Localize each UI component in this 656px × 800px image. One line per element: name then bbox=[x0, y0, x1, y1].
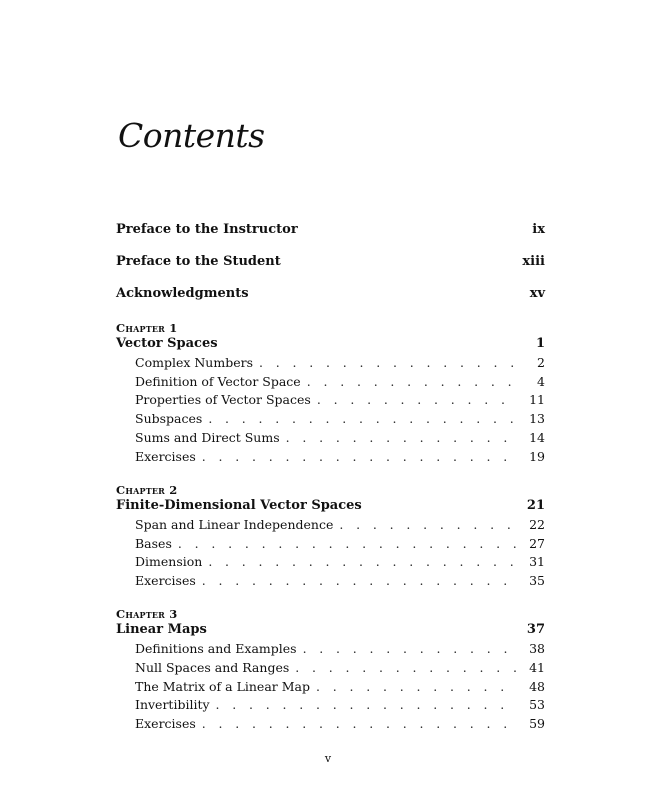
section-title: Definitions and Examples bbox=[135, 641, 297, 656]
chapter-label: Chapter 1 bbox=[116, 321, 178, 335]
section-page: 41 bbox=[529, 660, 545, 675]
toc-section-entry[interactable] bbox=[135, 536, 545, 552]
section-page: 11 bbox=[529, 392, 545, 407]
section-title: Subspaces bbox=[135, 411, 203, 426]
dot-leader bbox=[317, 392, 517, 408]
toc-section-entry[interactable] bbox=[135, 660, 545, 676]
section-page: 14 bbox=[529, 430, 545, 445]
dot-leader bbox=[339, 517, 517, 533]
dot-leader bbox=[307, 374, 517, 390]
section-page: 31 bbox=[529, 554, 545, 569]
section-page: 27 bbox=[529, 536, 545, 551]
section-page: 4 bbox=[537, 374, 545, 389]
chapter-label: Chapter 3 bbox=[116, 607, 178, 621]
section-title: Exercises bbox=[135, 716, 196, 731]
toc-section-entry[interactable] bbox=[135, 392, 545, 408]
toc-section-entry[interactable] bbox=[135, 641, 545, 657]
dot-leader bbox=[295, 660, 517, 676]
section-page: 53 bbox=[529, 697, 545, 712]
chapter-title: Linear Maps bbox=[116, 622, 207, 637]
entry-title: Acknowledgments bbox=[116, 286, 249, 301]
chapter-title-entry[interactable] bbox=[116, 498, 545, 514]
dot-leader bbox=[178, 536, 517, 552]
page-title: Contents bbox=[118, 116, 265, 155]
section-title: Complex Numbers bbox=[135, 355, 253, 370]
toc-section-entry[interactable] bbox=[135, 679, 545, 695]
toc-section-entry[interactable] bbox=[135, 449, 545, 465]
entry-page: xiii bbox=[522, 254, 545, 269]
dot-leader bbox=[216, 697, 517, 713]
toc-entry-acknowledgments[interactable] bbox=[116, 286, 545, 302]
toc-section-entry[interactable] bbox=[135, 430, 545, 446]
section-title: Null Spaces and Ranges bbox=[135, 660, 290, 675]
toc-section-entry[interactable] bbox=[135, 573, 545, 589]
section-title: The Matrix of a Linear Map bbox=[135, 679, 310, 694]
entry-title: Preface to the Student bbox=[116, 254, 281, 269]
dot-leader bbox=[208, 554, 517, 570]
entry-page: xv bbox=[529, 286, 545, 301]
chapter-title: Vector Spaces bbox=[116, 336, 218, 351]
section-title: Exercises bbox=[135, 573, 196, 588]
section-page: 22 bbox=[529, 517, 545, 532]
section-title: Dimension bbox=[135, 554, 203, 569]
toc-entry-preface-student[interactable] bbox=[116, 254, 545, 270]
section-title: Sums and Direct Sums bbox=[135, 430, 280, 445]
section-title: Span and Linear Independence bbox=[135, 517, 334, 532]
dot-leader bbox=[208, 411, 517, 427]
dot-leader bbox=[202, 573, 517, 589]
toc-section-entry[interactable] bbox=[135, 355, 545, 371]
chapter-title-entry[interactable] bbox=[116, 622, 545, 638]
dot-leader bbox=[259, 355, 517, 371]
section-page: 2 bbox=[537, 355, 545, 370]
chapter-label: Chapter 2 bbox=[116, 483, 178, 497]
page-number: v bbox=[324, 752, 332, 765]
section-title: Definition of Vector Space bbox=[135, 374, 301, 389]
entry-page: ix bbox=[532, 222, 545, 237]
toc-section-entry[interactable] bbox=[135, 716, 545, 732]
section-title: Exercises bbox=[135, 449, 196, 464]
chapter-page: 37 bbox=[526, 622, 545, 637]
chapter-title: Finite-Dimensional Vector Spaces bbox=[116, 498, 362, 513]
toc-section-entry[interactable] bbox=[135, 517, 545, 533]
toc-section-entry[interactable] bbox=[135, 411, 545, 427]
chapter-page: 21 bbox=[526, 498, 545, 513]
dot-leader bbox=[303, 641, 517, 657]
section-title: Bases bbox=[135, 536, 172, 551]
toc-section-entry[interactable] bbox=[135, 697, 545, 713]
section-page: 48 bbox=[529, 679, 545, 694]
section-page: 59 bbox=[529, 716, 545, 731]
section-page: 19 bbox=[529, 449, 545, 464]
toc-entry-preface-instructor[interactable] bbox=[116, 222, 545, 238]
toc-section-entry[interactable] bbox=[135, 554, 545, 570]
dot-leader bbox=[202, 716, 517, 732]
section-title: Invertibility bbox=[135, 697, 210, 712]
section-page: 38 bbox=[529, 641, 545, 656]
dot-leader bbox=[202, 449, 517, 465]
entry-title: Preface to the Instructor bbox=[116, 222, 298, 237]
dot-leader bbox=[286, 430, 517, 446]
section-page: 35 bbox=[529, 573, 545, 588]
toc-section-entry[interactable] bbox=[135, 374, 545, 390]
dot-leader bbox=[316, 679, 517, 695]
chapter-title-entry[interactable] bbox=[116, 336, 545, 352]
section-title: Properties of Vector Spaces bbox=[135, 392, 311, 407]
section-page: 13 bbox=[529, 411, 545, 426]
chapter-page: 1 bbox=[535, 336, 545, 351]
